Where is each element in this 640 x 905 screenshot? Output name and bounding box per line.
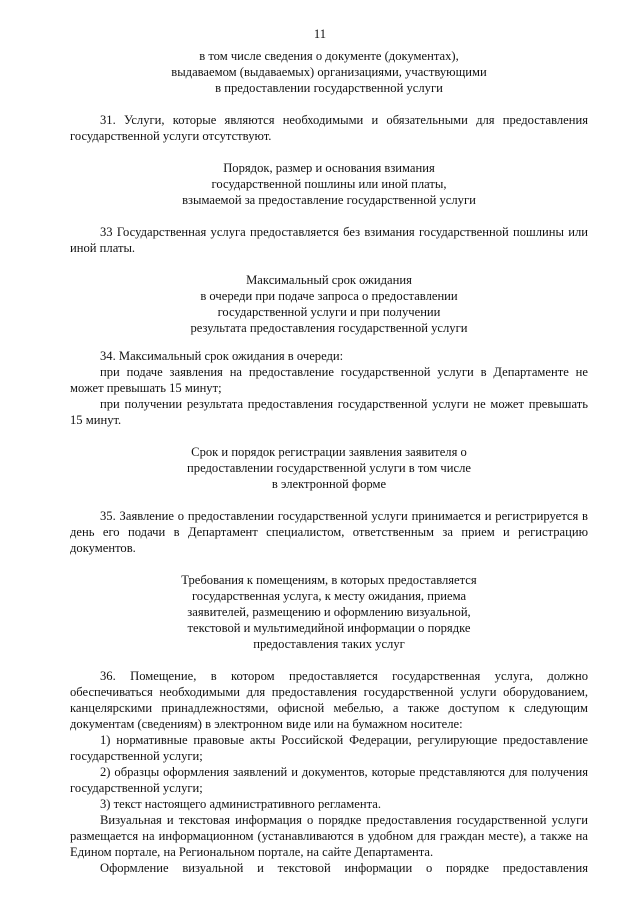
section-heading-fees	[70, 160, 588, 208]
heading-line: взымаемой за предоставление государственной услуги	[182, 193, 476, 207]
paragraph-visual-info-cont: Оформление визуальной и текстовой информации о порядке предоставления	[100, 861, 588, 875]
paragraph-31: 31. Услуги, которые являются необходимыми и обязательными для предоставления государственной услуги отсутствуют.	[70, 113, 588, 143]
list-item-samples: 2) образцы оформления заявлений и документов, которые представляются для получения государственной услуги;	[70, 765, 588, 795]
paragraph-34-submission: при подаче заявления на предоставление государственной услуги в Департаменте не может превышать 15 минут;	[70, 365, 588, 395]
heading-line: Порядок, размер и основания взимания	[223, 161, 435, 175]
page-number: 11	[313, 27, 327, 41]
heading-line: заявителей, размещению и оформлению визуальной,	[187, 605, 471, 619]
heading-line: в электронной форме	[271, 477, 387, 491]
heading-line: результата предоставления государственной услуги	[190, 321, 468, 335]
section-heading-waiting-time	[70, 272, 588, 336]
paragraph-33: 33 Государственная услуга предоставляется без взимания государственной пошлины или иной платы.	[70, 225, 588, 255]
paragraph-34: 34. Максимальный срок ожидания в очереди:	[100, 349, 344, 363]
heading-line: выдаваемом (выдаваемых) организациями, участвующими	[171, 65, 487, 79]
document-body	[70, 48, 588, 876]
heading-line: государственной услуги и при получении	[217, 305, 441, 319]
section-heading-documents	[70, 48, 588, 96]
heading-line: Срок и порядок регистрации заявления заявителя о	[191, 445, 467, 459]
heading-line: в том числе сведения о документе (документах),	[199, 49, 459, 63]
heading-line: Требования к помещениям, в которых предоставляется	[181, 573, 477, 587]
heading-line: государственная услуга, к месту ожидания, приема	[191, 589, 467, 603]
list-item-regulation-text: 3) текст настоящего административного регламента.	[100, 797, 381, 811]
section-heading-registration	[70, 444, 588, 492]
heading-line: государственной пошлины или иной платы,	[211, 177, 447, 191]
heading-line: предоставления таких услуг	[253, 637, 405, 651]
heading-line: Максимальный срок ожидания	[246, 273, 412, 287]
list-item-legal-acts: 1) нормативные правовые акты Российской Федерации, регулирующие предоставление государственной услуги;	[70, 733, 588, 763]
heading-line: предоставлении государственной услуги в том числе	[187, 461, 471, 475]
heading-line: в очереди при подаче запроса о предоставлении	[200, 289, 458, 303]
heading-line: текстовой и мультимедийной информации о порядке	[187, 621, 471, 635]
section-heading-premises	[70, 572, 588, 652]
paragraph-35: 35. Заявление о предоставлении государственной услуги принимается и регистрируется в день его подачи в Департамент специалистом, ответственным за прием и регистрацию документов.	[70, 509, 588, 555]
paragraph-36: 36. Помещение, в котором предоставляется государственная услуга, должно обеспечиваться необходимыми для предоставления государственной услуги оборудованием, канцелярскими принадлежностями, офисной мебелью, а также доступом к следующим документам (сведениям) в электронном виде или на бумажном носителе:	[70, 669, 588, 731]
paragraph-34-receipt: при получении результата предоставления государственной услуги не может превышать 15 минут.	[70, 397, 588, 427]
heading-line: в предоставлении государственной услуги	[215, 81, 443, 95]
paragraph-visual-info: Визуальная и текстовая информация о порядке предоставления государственной услуги размещается на информационном (устанавливаются в удобном для граждан месте), а также на Едином портале, на Региональном портале, на сайте Департамента.	[70, 813, 588, 859]
